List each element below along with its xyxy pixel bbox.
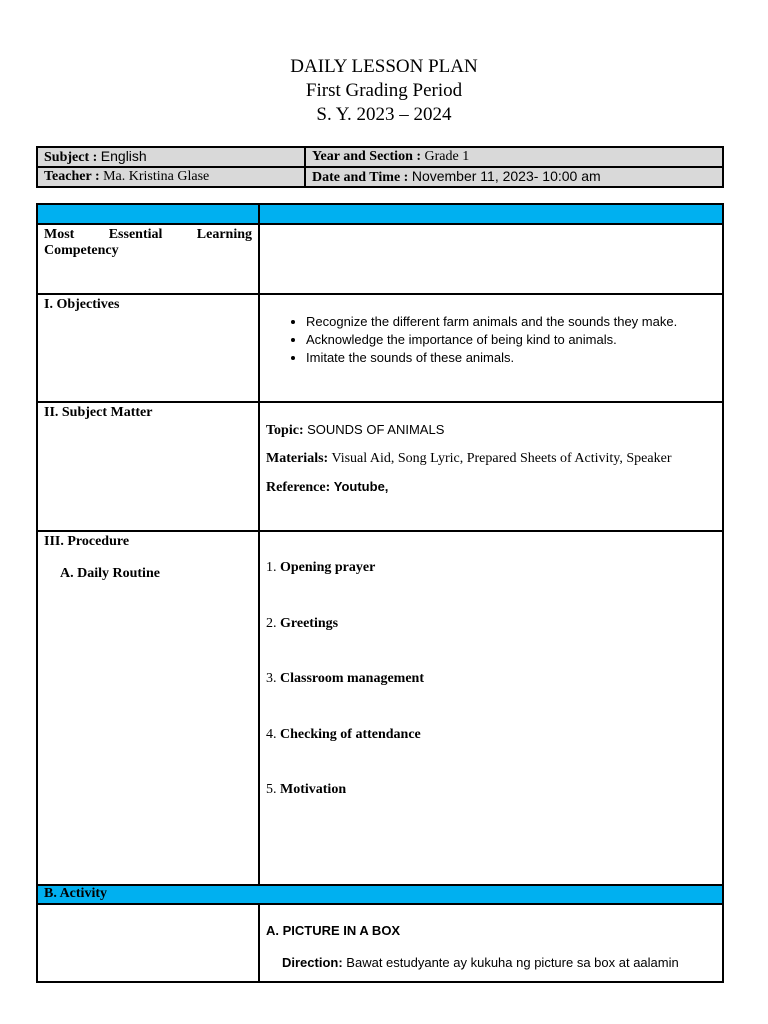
melc-label: Most Essential Learning Competency <box>37 224 259 294</box>
objectives-list <box>260 313 716 367</box>
procedure-steps <box>259 531 723 885</box>
subject-value: English <box>100 148 147 164</box>
procedure-cell <box>37 531 259 885</box>
topic-value: SOUNDS OF ANIMALS <box>307 422 445 437</box>
direction-value: Bawat estudyante ay kukuha ng picture sa box at aalamin <box>346 955 679 970</box>
materials-value: Visual Aid, Song Lyric, Prepared Sheets of Activity, Speaker <box>331 451 672 466</box>
materials-line <box>266 450 716 468</box>
step-item: 5. Motivation <box>266 782 347 797</box>
school-year: S. Y. 2023 – 2024 <box>316 104 452 125</box>
step-item: 1. Opening prayer <box>266 560 376 575</box>
year-section-cell <box>305 147 723 167</box>
info-table <box>36 146 724 188</box>
activity-header: B. Activity <box>37 885 723 904</box>
direction-line <box>266 955 716 970</box>
step-item: 4. Checking of attendance <box>266 726 421 742</box>
subject-label: Subject : <box>44 150 98 165</box>
subject-cell <box>37 147 305 167</box>
teacher-cell <box>37 167 305 187</box>
document-title: DAILY LESSON PLAN <box>290 56 478 77</box>
activity-left-cell <box>37 904 259 982</box>
document-header <box>0 55 768 127</box>
year-section-label: Year and Section : <box>312 149 422 164</box>
teacher-value: Ma. Kristina Glase <box>103 169 210 184</box>
step-item: 3. Classroom management <box>266 671 425 686</box>
direction-label: Direction: <box>282 955 343 970</box>
objective-item: • Acknowledge the importance of being kind to animals. <box>306 331 716 349</box>
objectives-label: I. Objectives <box>37 294 259 402</box>
subject-matter-label: II. Subject Matter <box>37 402 259 531</box>
reference-value: Youtube, <box>333 479 389 494</box>
teacher-label: Teacher : <box>44 169 100 184</box>
subject-matter-content <box>259 402 723 531</box>
lesson-plan-table <box>36 203 724 983</box>
reference-label: Reference: <box>266 480 331 495</box>
procedure-label: III. Procedure <box>44 534 130 549</box>
header-bar-left <box>37 204 259 224</box>
year-section-value: Grade 1 <box>424 149 470 164</box>
objectives-content <box>259 294 723 402</box>
date-time-cell <box>305 167 723 187</box>
date-time-label: Date and Time : <box>312 170 409 185</box>
date-time-value: November 11, 2023- 10:00 am <box>411 168 601 184</box>
grading-period: First Grading Period <box>305 80 463 101</box>
step-item: 2. Greetings <box>266 615 339 631</box>
objective-item: • Imitate the sounds of these animals. <box>306 349 716 367</box>
topic-label: Topic: <box>266 423 304 438</box>
daily-routine-label: A. Daily Routine <box>60 566 160 581</box>
objective-item: • Recognize the different farm animals and the sounds they make. <box>306 313 716 331</box>
materials-label: Materials: <box>266 451 329 466</box>
activity-content <box>259 904 723 982</box>
reference-line <box>266 478 716 497</box>
activity-title: A. PICTURE IN A BOX <box>266 923 401 938</box>
melc-content <box>259 224 723 294</box>
header-bar-right <box>259 204 723 224</box>
topic-line <box>266 421 716 440</box>
